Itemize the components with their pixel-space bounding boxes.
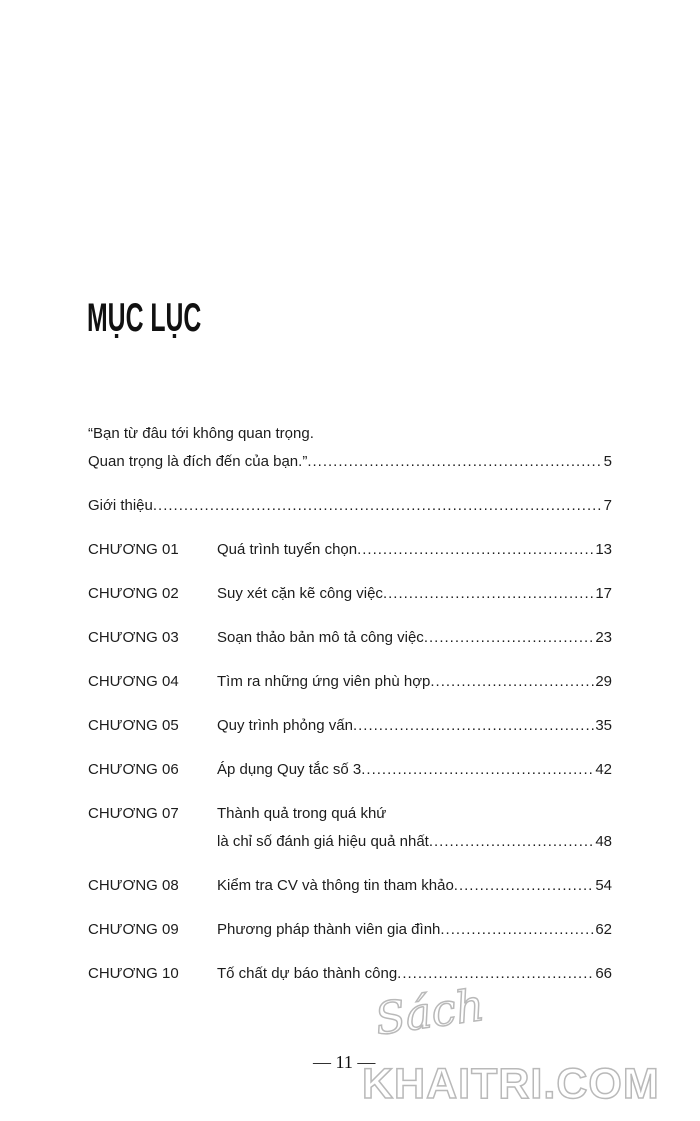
toc-entry-title: Quá trình tuyển chọn	[217, 541, 358, 558]
watermark-logo: KHAITRI.COM	[362, 1060, 660, 1108]
toc-entry	[88, 492, 612, 520]
toc-page-number: 35	[595, 717, 612, 734]
toc-page-number: 48	[595, 833, 612, 850]
chapter-label: CHƯƠNG 02	[88, 585, 179, 602]
toc-entry-title: Tìm ra những ứng viên phù hợp	[217, 673, 431, 690]
toc-page-number: 29	[595, 673, 612, 690]
dot-leader	[424, 624, 595, 652]
toc-entry	[88, 872, 612, 900]
toc-entry	[88, 420, 612, 476]
dot-leader	[430, 668, 594, 696]
dot-leader	[429, 828, 594, 856]
dot-leader	[361, 756, 594, 784]
toc-entry-title: Thành quả trong quá khứ	[217, 805, 387, 822]
toc-entry	[88, 960, 612, 988]
chapter-label: CHƯƠNG 05	[88, 717, 179, 734]
dot-leader	[307, 448, 602, 476]
chapter-label: CHƯƠNG 10	[88, 965, 179, 982]
toc-page-number: 66	[595, 965, 612, 982]
dot-leader	[440, 916, 594, 944]
toc-entry	[88, 800, 612, 856]
toc-entry-title: Quan trọng là đích đến của bạn.”	[88, 453, 308, 470]
toc-entry-title: “Bạn từ đâu tới không quan trọng.	[88, 425, 314, 442]
toc-entry	[88, 536, 612, 564]
dot-leader	[353, 712, 594, 740]
chapter-label: CHƯƠNG 01	[88, 541, 179, 558]
toc-page-number: 62	[595, 921, 612, 938]
dot-leader	[397, 960, 594, 988]
toc-page-number: 17	[595, 585, 612, 602]
toc-entry-title: Suy xét cặn kẽ công việc	[217, 585, 383, 602]
toc-entry	[88, 668, 612, 696]
chapter-label: CHƯƠNG 03	[88, 629, 179, 646]
chapter-label: CHƯƠNG 09	[88, 921, 179, 938]
toc-page-number: 7	[603, 497, 612, 514]
toc-page-number: 13	[595, 541, 612, 558]
toc-entry-title: Phương pháp thành viên gia đình	[217, 921, 441, 938]
chapter-label: CHƯƠNG 06	[88, 761, 179, 778]
dot-leader	[357, 536, 594, 564]
page-number: — 11 —	[313, 1052, 376, 1072]
toc-page-number: 54	[595, 877, 612, 894]
toc-entry	[88, 580, 612, 608]
dot-leader	[454, 872, 595, 900]
table-of-contents	[88, 420, 612, 1004]
toc-entry-title: là chỉ số đánh giá hiệu quả nhất	[217, 833, 429, 850]
toc-entry-title: Soạn thảo bản mô tả công việc	[217, 629, 424, 646]
toc-entry	[88, 624, 612, 652]
toc-entry	[88, 756, 612, 784]
toc-entry-title: Kiểm tra CV và thông tin tham khảo	[217, 877, 454, 894]
toc-entry-title: Áp dụng Quy tắc số 3	[217, 761, 362, 778]
dot-leader	[153, 492, 603, 520]
chapter-label: CHƯƠNG 08	[88, 877, 179, 894]
toc-page-number: 42	[595, 761, 612, 778]
toc-page-number: 5	[603, 453, 612, 470]
toc-entry	[88, 712, 612, 740]
dot-leader	[383, 580, 594, 608]
toc-entry	[88, 916, 612, 944]
chapter-label: CHƯƠNG 04	[88, 673, 179, 690]
chapter-label: CHƯƠNG 07	[88, 805, 179, 822]
toc-page-number: 23	[595, 629, 612, 646]
watermark-script: Sách	[372, 979, 488, 1046]
toc-entry-title: Tố chất dự báo thành công	[217, 965, 398, 982]
toc-title: MỤC LỤC	[87, 296, 202, 340]
toc-entry-title: Quy trình phỏng vấn	[217, 717, 353, 734]
toc-entry-title: Giới thiệu	[88, 497, 153, 514]
